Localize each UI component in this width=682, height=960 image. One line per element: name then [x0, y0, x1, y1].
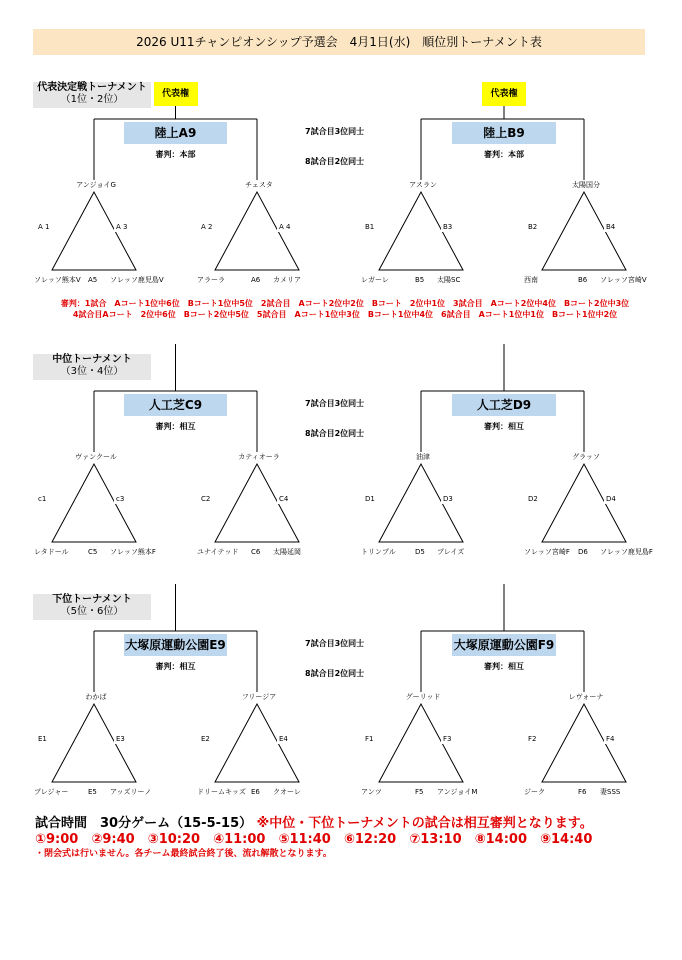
slot-right: E4 — [279, 735, 288, 743]
slot-right: F3 — [443, 735, 452, 743]
slot-bottom: A5 — [88, 276, 98, 284]
team-bottom-left: アンツ — [361, 788, 382, 796]
slot-bottom: F5 — [415, 788, 424, 796]
note-third-place: 7試合目3位同士 — [305, 399, 365, 408]
slot-left: B1 — [365, 223, 375, 231]
slot-bottom: B5 — [415, 276, 425, 284]
section-label — [33, 82, 151, 108]
team-bottom-left: ソレッソ熊本V — [34, 276, 81, 284]
slot-left: D2 — [528, 495, 538, 503]
referee-assignment-note-2: 4試合目Aコート 2位中6位 Bコート2位中5位 5試合目 Aコート1位中3位 Bコート1位中4位 6試合目 Aコート1位中1位 Bコート1位中2位 — [72, 310, 618, 319]
referee-label: 審判：相互 — [155, 662, 196, 671]
team-bottom-left: レガーレ — [361, 276, 389, 284]
slot-right: D3 — [443, 495, 453, 503]
team-bottom-left: プレジャー — [34, 788, 69, 796]
note-third-place: 7試合目3位同士 — [305, 127, 365, 136]
slot-left: C2 — [201, 495, 211, 503]
referee-label: 審判：相互 — [484, 662, 524, 671]
slot-left: A 1 — [38, 223, 50, 231]
team-top: 油津 — [391, 452, 455, 462]
slot-left: B2 — [528, 223, 538, 231]
team-bottom-left: 西南 — [524, 276, 538, 284]
team-bottom-left: ジーク — [524, 788, 545, 796]
team-bottom-right: ソレッソ熊本F — [110, 548, 156, 556]
slot-left: A 2 — [201, 223, 213, 231]
slot-left: E1 — [38, 735, 47, 743]
slot-right: c3 — [116, 495, 125, 503]
team-bottom-left: トリンプル — [361, 548, 396, 556]
slot-right: F4 — [606, 735, 615, 743]
team-bottom-right: アッズリーノ — [110, 788, 152, 796]
slot-bottom: E6 — [251, 788, 260, 796]
team-top: カティオーラ — [227, 452, 291, 462]
team-top: フリージア — [227, 692, 291, 702]
team-bottom-right: カメリア — [273, 276, 301, 284]
referee-label: 審判：本部 — [484, 150, 524, 159]
slot-left: F1 — [365, 735, 374, 743]
team-bottom-right: プレイズ — [437, 548, 465, 556]
team-bottom-right: クオーレ — [273, 788, 301, 796]
section-label-rank: （3位・4位） — [60, 366, 124, 377]
slot-bottom: F6 — [578, 788, 587, 796]
slot-bottom: C6 — [251, 548, 261, 556]
closing-note: ・閉会式は行いません。各チーム最終試合終了後、流れ解散となります。 — [35, 849, 332, 859]
note-third-place: 7試合目3位同士 — [305, 639, 365, 648]
venue-name: 陸上A9 — [124, 122, 227, 144]
slot-left: c1 — [38, 495, 47, 503]
team-top: 太陽国分 — [554, 180, 618, 190]
slot-right: E3 — [116, 735, 125, 743]
slot-bottom: D5 — [415, 548, 425, 556]
section-label-rank: （5位・6位） — [60, 606, 124, 617]
team-bottom-right: ソレッソ宮崎V — [600, 276, 647, 284]
slot-bottom: B6 — [578, 276, 588, 284]
section-label-rank: （1位・2位） — [60, 94, 124, 105]
referee-assignment-note-1: 審判：1試合 Aコート1位中6位 Bコート1位中5位 2試合目 Aコート2位中2位 Bコート 2位中1位 3試合目 Aコート2位中4位 Bコート2位中3位 — [60, 299, 630, 308]
slot-bottom: A6 — [251, 276, 261, 284]
team-top: わかば — [64, 692, 128, 702]
venue-name: 大塚原運動公園F9 — [452, 634, 556, 656]
slot-bottom: D6 — [578, 548, 588, 556]
referee-label: 審判：相互 — [484, 422, 524, 431]
team-bottom-left: ユナイテッド — [197, 548, 239, 556]
team-top: レヴォーナ — [554, 692, 618, 702]
venue-name: 陸上B9 — [452, 122, 556, 144]
team-bottom-right: アンジョイM — [437, 788, 478, 796]
slot-left: D1 — [365, 495, 375, 503]
team-bottom-right: ソレッソ鹿児島F — [600, 548, 653, 556]
note-second-place: 8試合目2位同士 — [305, 157, 365, 166]
note-second-place: 8試合目2位同士 — [305, 429, 365, 438]
team-top: アンジョイG — [64, 180, 128, 190]
slot-right: A 3 — [116, 223, 128, 231]
referee-label: 審判：本部 — [155, 150, 196, 159]
venue-name: 人工芝D9 — [452, 394, 556, 416]
slot-right: D4 — [606, 495, 616, 503]
slot-right: A 4 — [279, 223, 291, 231]
team-top: ヴァンクール — [64, 452, 128, 462]
note-second-place: 8試合目2位同士 — [305, 669, 365, 678]
section-label — [33, 594, 151, 620]
slot-left: F2 — [528, 735, 537, 743]
section-label-title: 中位トーナメント — [52, 354, 132, 365]
referee-label: 審判：相互 — [155, 422, 196, 431]
team-top: グーリッド — [391, 692, 455, 702]
team-bottom-right: ソレッソ鹿児島V — [110, 276, 164, 284]
team-bottom-right: 太陽延岡 — [273, 548, 301, 556]
page-title: 2026 U11チャンピオンシップ予選会 4月1日(水) 順位別トーナメント表 — [33, 29, 645, 55]
slot-right: B4 — [606, 223, 616, 231]
slot-left: E2 — [201, 735, 210, 743]
team-top: アスラン — [391, 180, 455, 190]
slot-bottom: C5 — [88, 548, 98, 556]
team-top: グラッソ — [554, 452, 618, 462]
slot-bottom: E5 — [88, 788, 97, 796]
kickoff-times: ①9:00 ②9:40 ③10:20 ④11:00 ⑤11:40 ⑥12:20 ⑦13:10 ⑧14:00 ⑨14:40 — [35, 832, 593, 847]
venue-name: 大塚原運動公園E9 — [124, 634, 227, 656]
match-time-label: 試合時間 30分ゲーム（15-5-15） — [35, 816, 253, 831]
slot-right: C4 — [279, 495, 289, 503]
team-bottom-right: 妻SSS — [600, 788, 621, 796]
team-bottom-left: アラーラ — [197, 276, 225, 284]
team-bottom-left: ドリームキッズ — [197, 788, 246, 796]
team-bottom-right: 太陽SC — [437, 276, 461, 284]
team-bottom-left: ソレッソ宮崎F — [524, 548, 570, 556]
section-label — [33, 354, 151, 380]
section-label-title: 代表決定戦トーナメント — [37, 82, 147, 93]
team-bottom-left: レタドール — [34, 548, 69, 556]
slot-right: B3 — [443, 223, 453, 231]
venue-name: 人工芝C9 — [124, 394, 227, 416]
referee-notice: ※中位・下位トーナメントの試合は相互審判となります。 — [256, 816, 593, 831]
daihyo-badge: 代表権 — [154, 82, 198, 106]
daihyo-badge: 代表権 — [482, 82, 526, 106]
section-label-title: 下位トーナメント — [52, 594, 132, 605]
team-top: チェスタ — [227, 180, 291, 190]
